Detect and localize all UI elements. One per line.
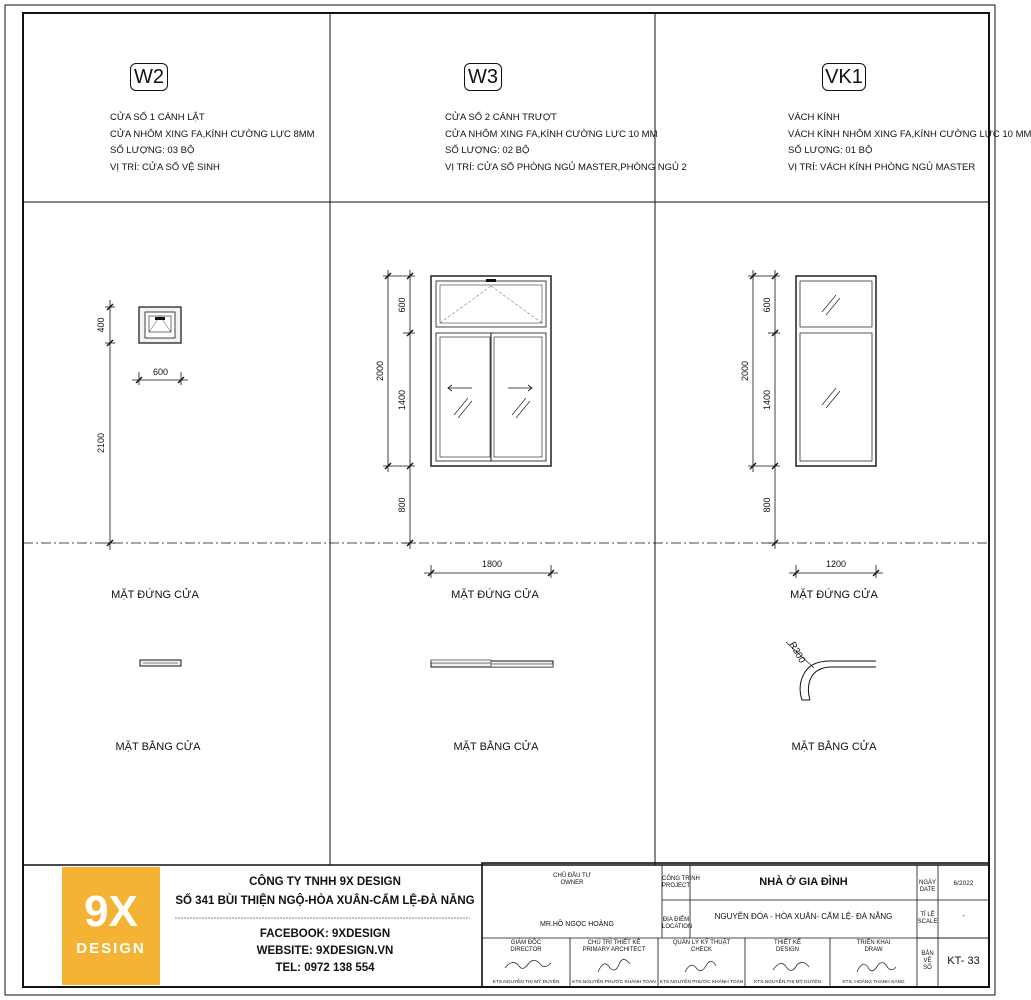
vk1-plan-label: MẶT BẰNG CỬA bbox=[791, 741, 877, 753]
spec-line: CỬA SỔ 1 CÁNH LẬT bbox=[110, 112, 205, 123]
company-website: WEBSITE: 9XDESIGN.VN bbox=[256, 945, 394, 957]
vk1-spec bbox=[788, 110, 1031, 176]
w2-height-dim: 400 bbox=[96, 317, 106, 333]
vk1-code-tag: VK1 bbox=[822, 63, 866, 91]
spec-line: VỊ TRÍ: CỬA SỔ VỆ SINH bbox=[110, 161, 220, 173]
date-label: NGÀY DATE bbox=[918, 880, 936, 893]
w2-elevation-label: MẶT ĐỨNG CỬA bbox=[111, 589, 199, 601]
vk1-elevation-label: MẶT ĐỨNG CỬA bbox=[790, 589, 878, 601]
spec-line: SỐ LƯỢNG: 01 BỘ bbox=[788, 145, 873, 156]
project-value: NHÀ Ở GIA ĐÌNH bbox=[759, 876, 848, 888]
spec-line: CỬA NHÔM XING FA,KÍNH CƯỜNG LỰC 8MM bbox=[110, 128, 315, 140]
w3-elevation-label: MẶT ĐỨNG CỬA bbox=[451, 589, 539, 601]
w3-sill-dim: 800 bbox=[397, 497, 407, 513]
spec-line: VÁCH KÍNH NHÔM XING FA,KÍNH CƯỜNG LỰC 10 MM bbox=[788, 128, 1031, 140]
role-draw-person: KTS. HOÀNG THANH SANG bbox=[842, 980, 905, 985]
sheet-number: KT- 33 bbox=[947, 955, 980, 967]
spec-line: CỬA NHÔM XING FA,KÍNH CƯỜNG LỰC 10 MM bbox=[445, 128, 658, 140]
w2-sill-dim: 2100 bbox=[96, 432, 106, 454]
role-draw: TRIỂN KHAI DRAW bbox=[856, 940, 891, 953]
sheet-label: BẢN VẼ SỐ bbox=[921, 951, 934, 971]
vk1-elevation bbox=[796, 276, 876, 466]
scale-value: - bbox=[962, 913, 965, 920]
w3-plan bbox=[431, 660, 553, 667]
spec-line: VỊ TRÍ: VÁCH KÍNH PHÒNG NGỦ MASTER bbox=[788, 161, 976, 173]
role-primary-architect-person: KTS.NGUYỄN PHƯỚC KHÁNH TOÀN bbox=[572, 980, 656, 985]
spec-line: SỐ LƯỢNG: 02 BỘ bbox=[445, 145, 530, 156]
w3-width-dim: 1800 bbox=[482, 559, 503, 569]
role-director-person: KTS.NGUYỄN THỊ MỸ DUYÊN bbox=[492, 980, 560, 985]
signatures bbox=[505, 959, 896, 972]
company-facebook: FACEBOOK: 9XDESIGN bbox=[259, 928, 391, 940]
company-name: CÔNG TY TNHH 9X DESIGN bbox=[249, 876, 401, 888]
role-design: THIẾT KẾ DESIGN bbox=[774, 940, 801, 953]
project-label: CÔNG TRÌNH PROJECT bbox=[662, 876, 700, 889]
role-design-person: KTS.NGUYỄN THỊ MỸ DUYÊN bbox=[754, 980, 821, 985]
company-address: SỐ 341 BÙI THIỆN NGỘ-HÒA XUÂN-CẨM LỆ-ĐÀ NẴNG bbox=[175, 895, 475, 907]
vk1-sill-dim: 800 bbox=[762, 497, 772, 513]
vk1-top-dim: 600 bbox=[762, 297, 772, 313]
w2-vertical-dimension bbox=[105, 300, 115, 550]
w2-spec bbox=[110, 110, 315, 176]
logo-design-text: DESIGN bbox=[76, 940, 146, 957]
w2-elevation bbox=[139, 307, 181, 343]
role-check: QUẢN LÝ KỸ THUẬT CHECK bbox=[672, 940, 731, 953]
w3-spec bbox=[445, 110, 687, 176]
vk1-total-dim: 2000 bbox=[740, 360, 750, 382]
vk1-width-dim: 1200 bbox=[826, 559, 847, 569]
w2-plan bbox=[140, 660, 181, 666]
vk1-main-dim: 1400 bbox=[762, 389, 772, 411]
location-label: ĐỊA ĐIỂM LOCATION bbox=[662, 917, 693, 930]
w2-code-tag: W2 bbox=[130, 63, 168, 91]
role-director: GIÁM ĐỐC DIRECTOR bbox=[510, 940, 542, 953]
owner-value: MR.HỒ NGỌC HOÀNG bbox=[540, 921, 614, 928]
company-phone: TEL: 0972 138 554 bbox=[275, 962, 375, 974]
w3-code-tag: W3 bbox=[464, 63, 502, 91]
w3-main-dim: 1400 bbox=[397, 389, 407, 411]
scale-label: TỈ LỆ SCALE bbox=[917, 912, 938, 925]
spec-line: VỊ TRÍ: CỬA SỔ PHÒNG NGỦ MASTER,PHÒNG NGỦ 2 bbox=[445, 161, 687, 173]
w3-elevation bbox=[431, 276, 551, 466]
owner-label: CHỦ ĐẦU TƯ OWNER bbox=[553, 873, 591, 886]
spec-line: VÁCH KÍNH bbox=[788, 112, 840, 123]
role-check-person: KTS.NGUYỄN PHƯỚC KHÁNH TOÀN bbox=[659, 980, 744, 985]
logo-9x: 9X bbox=[84, 887, 138, 936]
spec-line: CỬA SỔ 2 CÁNH TRƯỢT bbox=[445, 112, 557, 123]
w3-plan-label: MẶT BẰNG CỬA bbox=[453, 741, 539, 753]
w2-plan-label: MẶT BẰNG CỬA bbox=[115, 741, 201, 753]
w3-top-dim: 600 bbox=[397, 297, 407, 313]
date-value: 6/2022 bbox=[953, 880, 974, 887]
location-value: NGUYỄN ĐÓA - HÒA XUÂN- CẨM LỆ- ĐÀ NẴNG bbox=[714, 912, 893, 921]
w3-total-dim: 2000 bbox=[375, 360, 385, 382]
vk1-radius-dim: R300 bbox=[786, 640, 808, 666]
role-primary-architect: CHỦ TRÌ THIẾT KẾ PRIMARY ARCHITECT bbox=[582, 940, 646, 953]
spec-line: SỐ LƯỢNG: 03 BỘ bbox=[110, 145, 195, 156]
w2-width-dim: 600 bbox=[153, 367, 169, 377]
